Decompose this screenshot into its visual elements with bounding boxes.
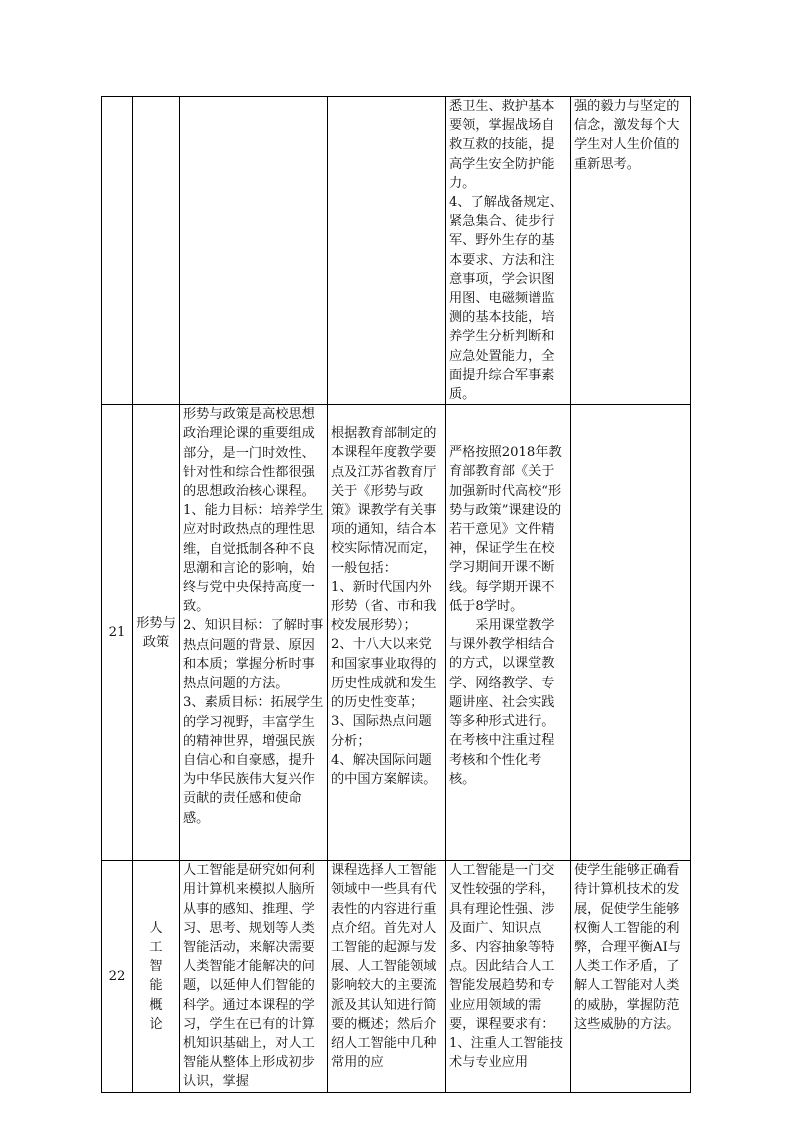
course-content-cell <box>328 97 446 405</box>
course-objectives-cell <box>180 97 328 405</box>
teaching-requirements-cell <box>446 97 571 405</box>
cell-paragraph: 悉卫生、救护基本要领，掌握战场自救互救的技能，提高学生安全防护能力。 <box>449 99 555 191</box>
ideological-goals-cell <box>571 97 691 405</box>
row-number: 22 <box>102 861 133 1092</box>
course-objectives-cell <box>180 861 328 1092</box>
cell-paragraph: 1、能力目标：培养学生应对时政热点的理性思维，自觉抵制各种不良思潮和言论的影响，始终与党中央保持高度一致。 <box>183 503 324 615</box>
cell-paragraph: 4、了解战备规定、紧急集合、徒步行军、野外生存的基本要求、方法和注意事项，学会识图用图、电磁频谱监测的基本技能，培养学生分析判断和应急处置能力，全面提升综合军事素质。 <box>449 195 563 403</box>
cell-paragraph: 4、解决国际问题的中国方案解读。 <box>331 752 437 787</box>
cell-paragraph: 2、十八大以来党和国家事业取得的历史性成就和发生的历史性变革； <box>331 637 437 711</box>
cell-paragraph: 3、素质目标：拓展学生的学习视野，丰富学生的精神世界，增强民族自信心和自豪感，提升为中华民族伟大复兴作贡献的责任感和使命感。 <box>183 695 324 826</box>
cell-paragraph: 课程选择人工智能领域中一些具有代表性的内容进行重点介绍。首先对人工智能的起源与发展、人工智能领域影响较大的主要流派及其认知进行简要的概述；然后介绍人工智能中几种常用的应 <box>331 863 437 1071</box>
cell-paragraph: 2、知识目标：了解时事热点问题的背景、原因和本质；掌握分析时事热点问题的方法。 <box>183 618 324 692</box>
cell-paragraph: 3、国际热点问题分析； <box>331 714 432 749</box>
cell-paragraph: 根据教育部制定的本课程年度教学要点及江苏省教育厅关于《形势与政策》课教学有关事项的通知，结合本校实际情况而定，一般包括： <box>331 426 437 576</box>
cell-paragraph: 采用课堂教学与课外教学相结合的方式，以课堂教学、网络教学、专题讲座、社会实践等多种形式进行。在考核中注重过程考核和个性化考核。 <box>449 618 555 787</box>
course-content-cell <box>328 405 446 861</box>
course-objectives-cell <box>180 405 328 861</box>
course-name <box>133 97 180 405</box>
teaching-requirements-cell <box>446 861 571 1092</box>
teaching-requirements-cell <box>446 405 571 861</box>
row-number: 21 <box>102 405 133 861</box>
course-name: 人工智能概论 <box>133 861 180 1092</box>
cell-paragraph: 严格按照2018年教育部教育部《关于加强新时代高校“形势与政策”课建设的若干意见》文件精神，保证学生在校学习期间开课不断线。每学期开课不低于8学时。 <box>449 445 562 614</box>
cell-paragraph: 1、新时代国内外形势（省、市和我校发展形势）； <box>331 579 437 634</box>
cell-paragraph: 使学生能够正确看待计算机技术的发展，促使学生能够权衡人工智能的利弊，合理平衡AI与人类工作矛盾，了解人工智能对人类的威胁，掌握防范这些威胁的方法。 <box>574 863 682 1032</box>
row-number <box>102 97 133 405</box>
curriculum-table <box>101 96 691 1093</box>
course-name: 形势与政策 <box>133 405 180 861</box>
ideological-goals-cell <box>571 405 691 861</box>
cell-paragraph: 人工智能是研究如何利用计算机来模拟人脑所从事的感知、推理、学习、思考、规划等人类智能活动，来解决需要人类智能才能解决的问题，以延伸人们智能的科学。通过本课程的学习，学生在已有的计算机知识基础上，对人工智能从整体上形成初步认识，掌握 <box>183 863 315 1090</box>
cell-paragraph: 形势与政策是高校思想政治理论课的重要组成部分，是一门时效性、针对性和综合性都很强的思想政治核心课程。 <box>183 407 315 500</box>
table-row <box>102 861 691 1092</box>
table-row <box>102 405 691 861</box>
ideological-goals-cell <box>571 861 691 1092</box>
cell-paragraph: 人工智能是一门交叉性较强的学科，具有理论性强、涉及面广、知识点多、内容抽象等特点。因此结合人工智能发展趋势和专业应用领域的需要，课程要求有： <box>449 863 555 1032</box>
cell-paragraph: 1、注重人工智能技术与专业应用 <box>449 1036 563 1071</box>
cell-paragraph: 强的毅力与坚定的信念，激发每个大学生对人生价值的重新思考。 <box>574 99 680 172</box>
course-content-cell <box>328 861 446 1092</box>
table-row <box>102 97 691 405</box>
